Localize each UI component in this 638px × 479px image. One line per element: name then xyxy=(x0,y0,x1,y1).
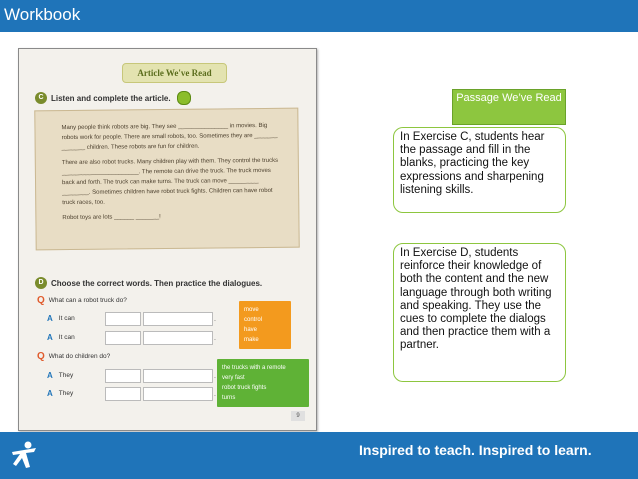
section-c-instruction: Listen and complete the article. xyxy=(51,93,171,103)
section-d-instruction: Choose the correct words. Then practice the dialogues. xyxy=(51,278,263,288)
section-c-heading xyxy=(35,91,191,105)
option-move: move xyxy=(244,307,259,313)
a-mark: A xyxy=(47,389,53,398)
word-options-orange xyxy=(239,301,291,349)
note-exercise-d: In Exercise D, students reinforce their knowledge of both the content and the new language through both writing and speaking. They use the cues to complete the dialogs and then practice them with a partner. xyxy=(393,243,566,382)
passage-tag: Passage We’ve Read xyxy=(452,89,566,125)
question-2 xyxy=(37,351,110,362)
option-turns: turns xyxy=(222,395,236,401)
q-mark: Q xyxy=(37,295,45,306)
page-number: 9 xyxy=(291,411,305,421)
blank-field[interactable] xyxy=(105,387,141,401)
period: . xyxy=(214,335,216,342)
section-d-heading xyxy=(35,277,262,289)
answer-1b-text: It can xyxy=(58,334,75,341)
answer-2a-text: They xyxy=(58,372,74,379)
footer-tagline: Inspired to teach. Inspired to learn. xyxy=(359,442,592,458)
article-paragraph-1: Many people think robots are big. They see _______________ in movies. Big robots work for people. There are small robots, too. Sometimes they are _______ _______ children. These robots are fun for children. xyxy=(61,122,278,152)
section-c-letter: C xyxy=(35,92,47,104)
option-trucks-remote: the trucks with a remote xyxy=(222,365,286,371)
workbook-page xyxy=(18,48,317,431)
article-paragraph-2: There are also robot trucks. Many children play with them. They control the trucks _______________________. The remote can drive the truck. The truck moves back and forth. The truck can make turns. The truck can move _________ ________. Sometimes children have robot truck fights. Children can have robot truck races, too. xyxy=(61,157,279,207)
blank-field[interactable] xyxy=(143,331,213,345)
star-figure-logo-icon xyxy=(10,440,38,470)
word-options-green xyxy=(217,359,309,407)
article-parchment xyxy=(34,108,299,251)
header-title: Workbook xyxy=(4,5,81,24)
blank-field[interactable] xyxy=(105,369,141,383)
a-mark: A xyxy=(47,371,53,380)
a-mark: A xyxy=(47,333,53,342)
option-have: have xyxy=(244,327,258,333)
period: . xyxy=(214,391,216,398)
question-2-text: What do children do? xyxy=(48,353,111,360)
option-control: control xyxy=(244,317,263,323)
article-paragraph-3: Robot toys are lots ______ _______! xyxy=(62,214,161,222)
audio-cd-icon xyxy=(177,91,191,105)
question-1 xyxy=(37,295,127,306)
option-robot-truck-fights: robot truck fights xyxy=(222,385,267,391)
section-d-letter: D xyxy=(35,277,47,289)
period: . xyxy=(214,373,216,380)
answer-1b xyxy=(47,333,75,342)
blank-field[interactable] xyxy=(143,387,213,401)
blank-field[interactable] xyxy=(105,312,141,326)
period: . xyxy=(214,316,216,323)
article-banner: Article We've Read xyxy=(122,63,227,83)
option-make: make xyxy=(244,337,259,343)
answer-1a-text: It can xyxy=(58,315,75,322)
answer-2b-text: They xyxy=(58,390,74,397)
blank-field[interactable] xyxy=(143,312,213,326)
answer-1a xyxy=(47,314,75,323)
answer-2b xyxy=(47,389,73,398)
q-mark: Q xyxy=(37,351,45,362)
option-very-fast: very fast xyxy=(222,375,245,381)
note-exercise-c: In Exercise C, students hear the passage and fill in the blanks, practicing the key expressions and sharpening listening skills. xyxy=(393,127,566,213)
answer-2a xyxy=(47,371,73,380)
question-1-text: What can a robot truck do? xyxy=(48,297,127,304)
top-bar xyxy=(0,0,638,32)
blank-field[interactable] xyxy=(105,331,141,345)
footer-bar xyxy=(0,432,638,479)
blank-field[interactable] xyxy=(143,369,213,383)
a-mark: A xyxy=(47,314,53,323)
